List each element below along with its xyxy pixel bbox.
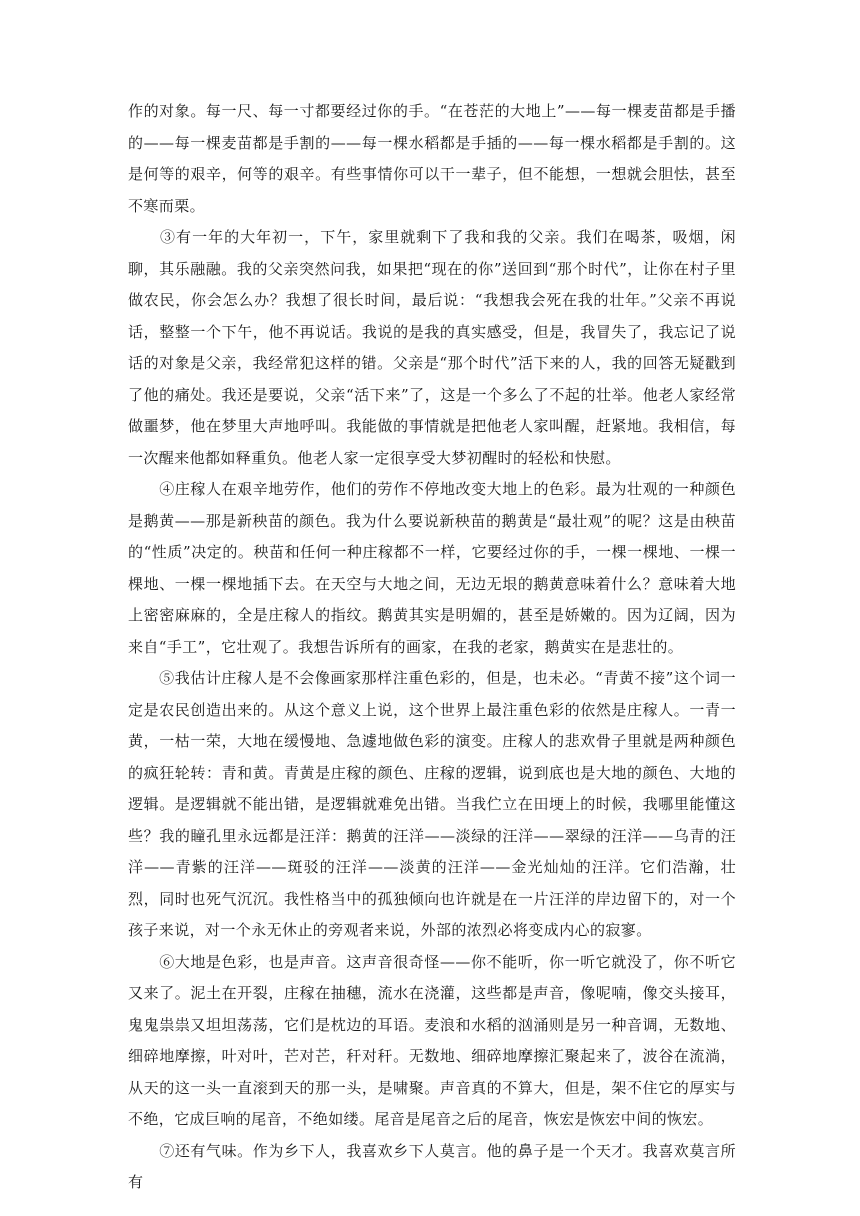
paragraph-3: ③有一年的大年初一，下午，家里就剩下了我和我的父亲。我们在喝茶，吸烟，闲聊，其乐融融。我的父亲突然问我，如果把“现在的你”送回到“那个时代”，让你在村子里做农民，你会怎么办？我想了很长时间，最后说：“我想我会死在我的壮年。”父亲不再说话，整整一个下午，他不再说话。我说的是我的真实感受，但是，我冒失了，我忘记了说话的对象是父亲，我经常犯这样的错。父亲是“那个时代”活下来的人，我的回答无疑戳到了他的痛处。我还是要说，父亲“活下来”了，这是一个多么了不起的壮举。他老人家经常做噩梦，他在梦里大声地呼叫。我能做的事情就是把他老人家叫醒，赶紧地。我相信，每一次醒来他都如释重负。他老人家一定很享受大梦初醒时的轻松和快慰。 (128, 228, 736, 467)
paragraph-6: ⑥大地是色彩，也是声音。这声音很奇怪——你不能听，你一听它就没了，你不听它又来了。泥土在开裂，庄稼在抽穗，流水在浇灌，这些都是声音，像呢喃，像交头接耳，鬼鬼祟祟又坦坦荡荡，它们是枕边的耳语。麦浪和水稻的汹涌则是另一种音调，无数地、细碎地摩擦，叶对叶，芒对芒，秆对秆。无数地、细碎地摩擦汇聚起来了，波谷在流淌，从天的这一头一直滚到天的那一头，是啸聚。声音真的不算大，但是，架不住它的厚实与不绝，它成巨响的尾音，不绝如缕。尾音是尾音之后的尾音，恢宏是恢宏中间的恢宏。 (128, 952, 736, 1128)
paragraph-continuation: 作的对象。每一尺、每一寸都要经过你的手。“在苍茫的大地上”——每一棵麦苗都是手播的——每一棵麦苗都是手割的——每一棵水稻都是手插的——每一棵水稻都是手割的。这是何等的艰辛，何等的艰辛。有些事情你可以干一辈子，但不能想，一想就会胆怯，甚至不寒而栗。 (128, 102, 736, 215)
paragraph-4: ④庄稼人在艰辛地劳作，他们的劳作不停地改变大地上的色彩。最为壮观的一种颜色是鹅黄——那是新秧苗的颜色。我为什么要说新秧苗的鹅黄是“最壮观”的呢？这是由秧苗的“性质”决定的。秧苗和任何一种庄稼都不一样，它要经过你的手，一棵一棵地、一棵一棵地、一棵一棵地插下去。在天空与大地之间，无边无垠的鹅黄意味着什么？意味着大地上密密麻麻的，全是庄稼人的指纹。鹅黄其实是明媚的，甚至是娇嫩的。因为辽阔，因为来自“手工”，它壮观了。我想告诉所有的画家，在我的老家，鹅黄实在是悲壮的。 (128, 480, 736, 656)
document-page (128, 96, 736, 1199)
paragraph-7: ⑦还有气味。作为乡下人，我喜欢乡下人莫言。他的鼻子是一个天才。我喜欢莫言所有 (128, 1141, 736, 1191)
paragraph-5: ⑤我估计庄稼人是不会像画家那样注重色彩的，但是，也未必。“青黄不接”这个词一定是农民创造出来的。从这个意义上说，这个世界上最注重色彩的依然是庄稼人。一青一黄，一枯一荣，大地在缓慢地、急遽地做色彩的演变。庄稼人的悲欢骨子里就是两种颜色的疯狂轮转：青和黄。青黄是庄稼的颜色、庄稼的逻辑，说到底也是大地的颜色、大地的逻辑。是逻辑就不能出错，是逻辑就难免出错。当我伫立在田埂上的时候，我哪里能懂这些？我的瞳孔里永远都是汪洋：鹅黄的汪洋——淡绿的汪洋——翠绿的汪洋——乌青的汪洋——青紫的汪洋——斑驳的汪洋——淡黄的汪洋——金光灿灿的汪洋。它们浩瀚，壮烈，同时也死气沉沉。我性格当中的孤独倾向也许就是在一片汪洋的岸边留下的，对一个孩子来说，对一个永无休止的旁观者来说，外部的浓烈必将变成内心的寂寥。 (128, 669, 736, 939)
